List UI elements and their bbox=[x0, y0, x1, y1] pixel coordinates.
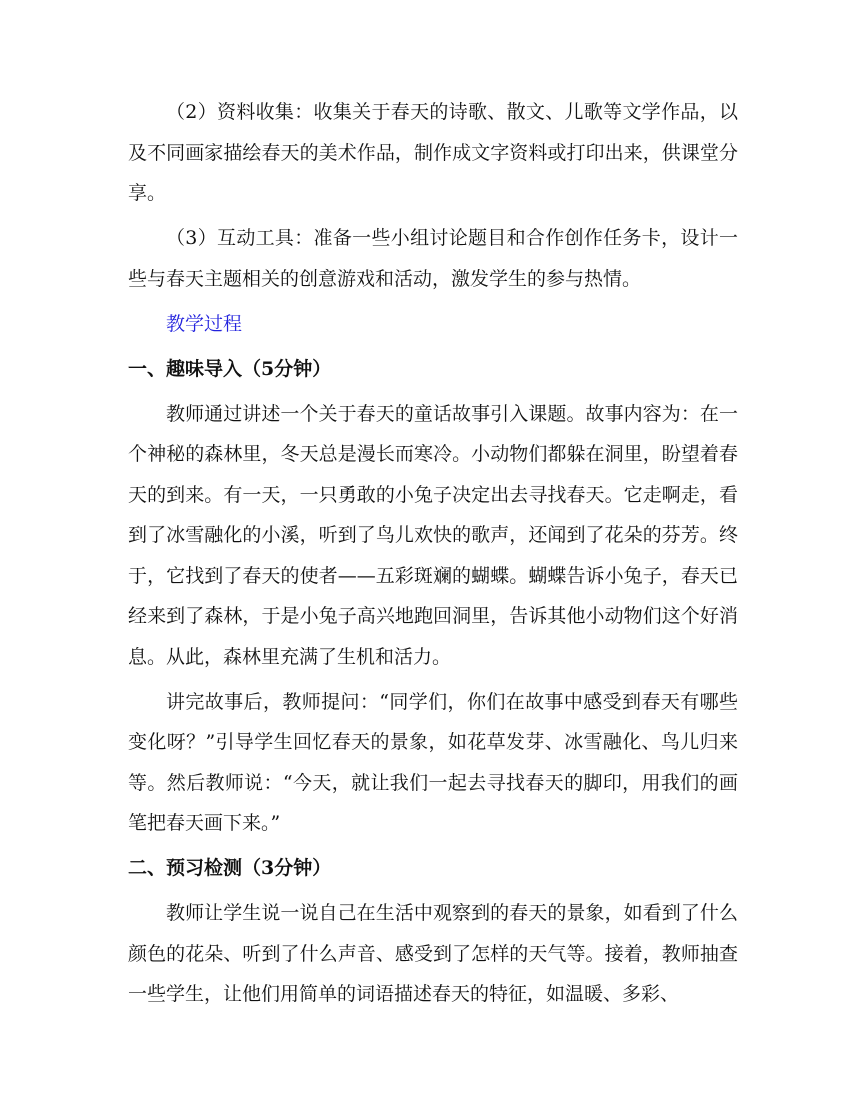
paragraph-interactive-tools: （3）互动工具：准备一些小组讨论题目和合作创作任务卡，设计一些与春天主题相关的创意游戏和活动，激发学生的参与热情。 bbox=[128, 227, 738, 290]
paragraph-teacher-question: 讲完故事后，教师提问：“同学们，你们在故事中感受到春天有哪些变化呀？”引导学生回忆春天的景象，如花草发芽、冰雪融化、鸟儿归来等。然后教师说：“今天，就让我们一起去寻找春天的脚印，用我们的画笔把春天画下来。” bbox=[128, 690, 738, 834]
heading-preview-check: 二、预习检测（3分钟） bbox=[128, 857, 332, 879]
paragraph-material-collection: （2）资料收集：收集关于春天的诗歌、散文、儿歌等文学作品，以及不同画家描绘春天的美术作品，制作成文字资料或打印出来，供课堂分享。 bbox=[128, 101, 738, 204]
document-body bbox=[128, 92, 738, 1019]
paragraph-preview-check: 教师让学生说一说自己在生活中观察到的春天的景象，如看到了什么颜色的花朵、听到了什么声音、感受到了怎样的天气等。接着，教师抽查一些学生，让他们用简单的词语描述春天的特征，如温暖、多彩、 bbox=[128, 902, 738, 1005]
heading-fun-introduction: 一、趣味导入（5分钟） bbox=[128, 357, 332, 380]
section-title-teaching-process: 教学过程 bbox=[166, 312, 243, 335]
paragraph-fairy-tale: 教师通过讲述一个关于春天的童话故事引入课题。故事内容为：在一个神秘的森林里，冬天总是漫长而寒冷。小动物们都躲在洞里，盼望着春天的到来。有一天，一只勇敢的小兔子决定出去寻找春天。它走啊走，看到了冰雪融化的小溪，听到了鸟儿欢快的歌声，还闻到了花朵的芬芳。终于，它找到了春天的使者——五彩斑斓的蝴蝶。蝴蝶告诉小兔子，春天已经来到了森林，于是小兔子高兴地跑回洞里，告诉其他小动物们这个好消息。从此，森林里充满了生机和活力。 bbox=[128, 402, 738, 668]
